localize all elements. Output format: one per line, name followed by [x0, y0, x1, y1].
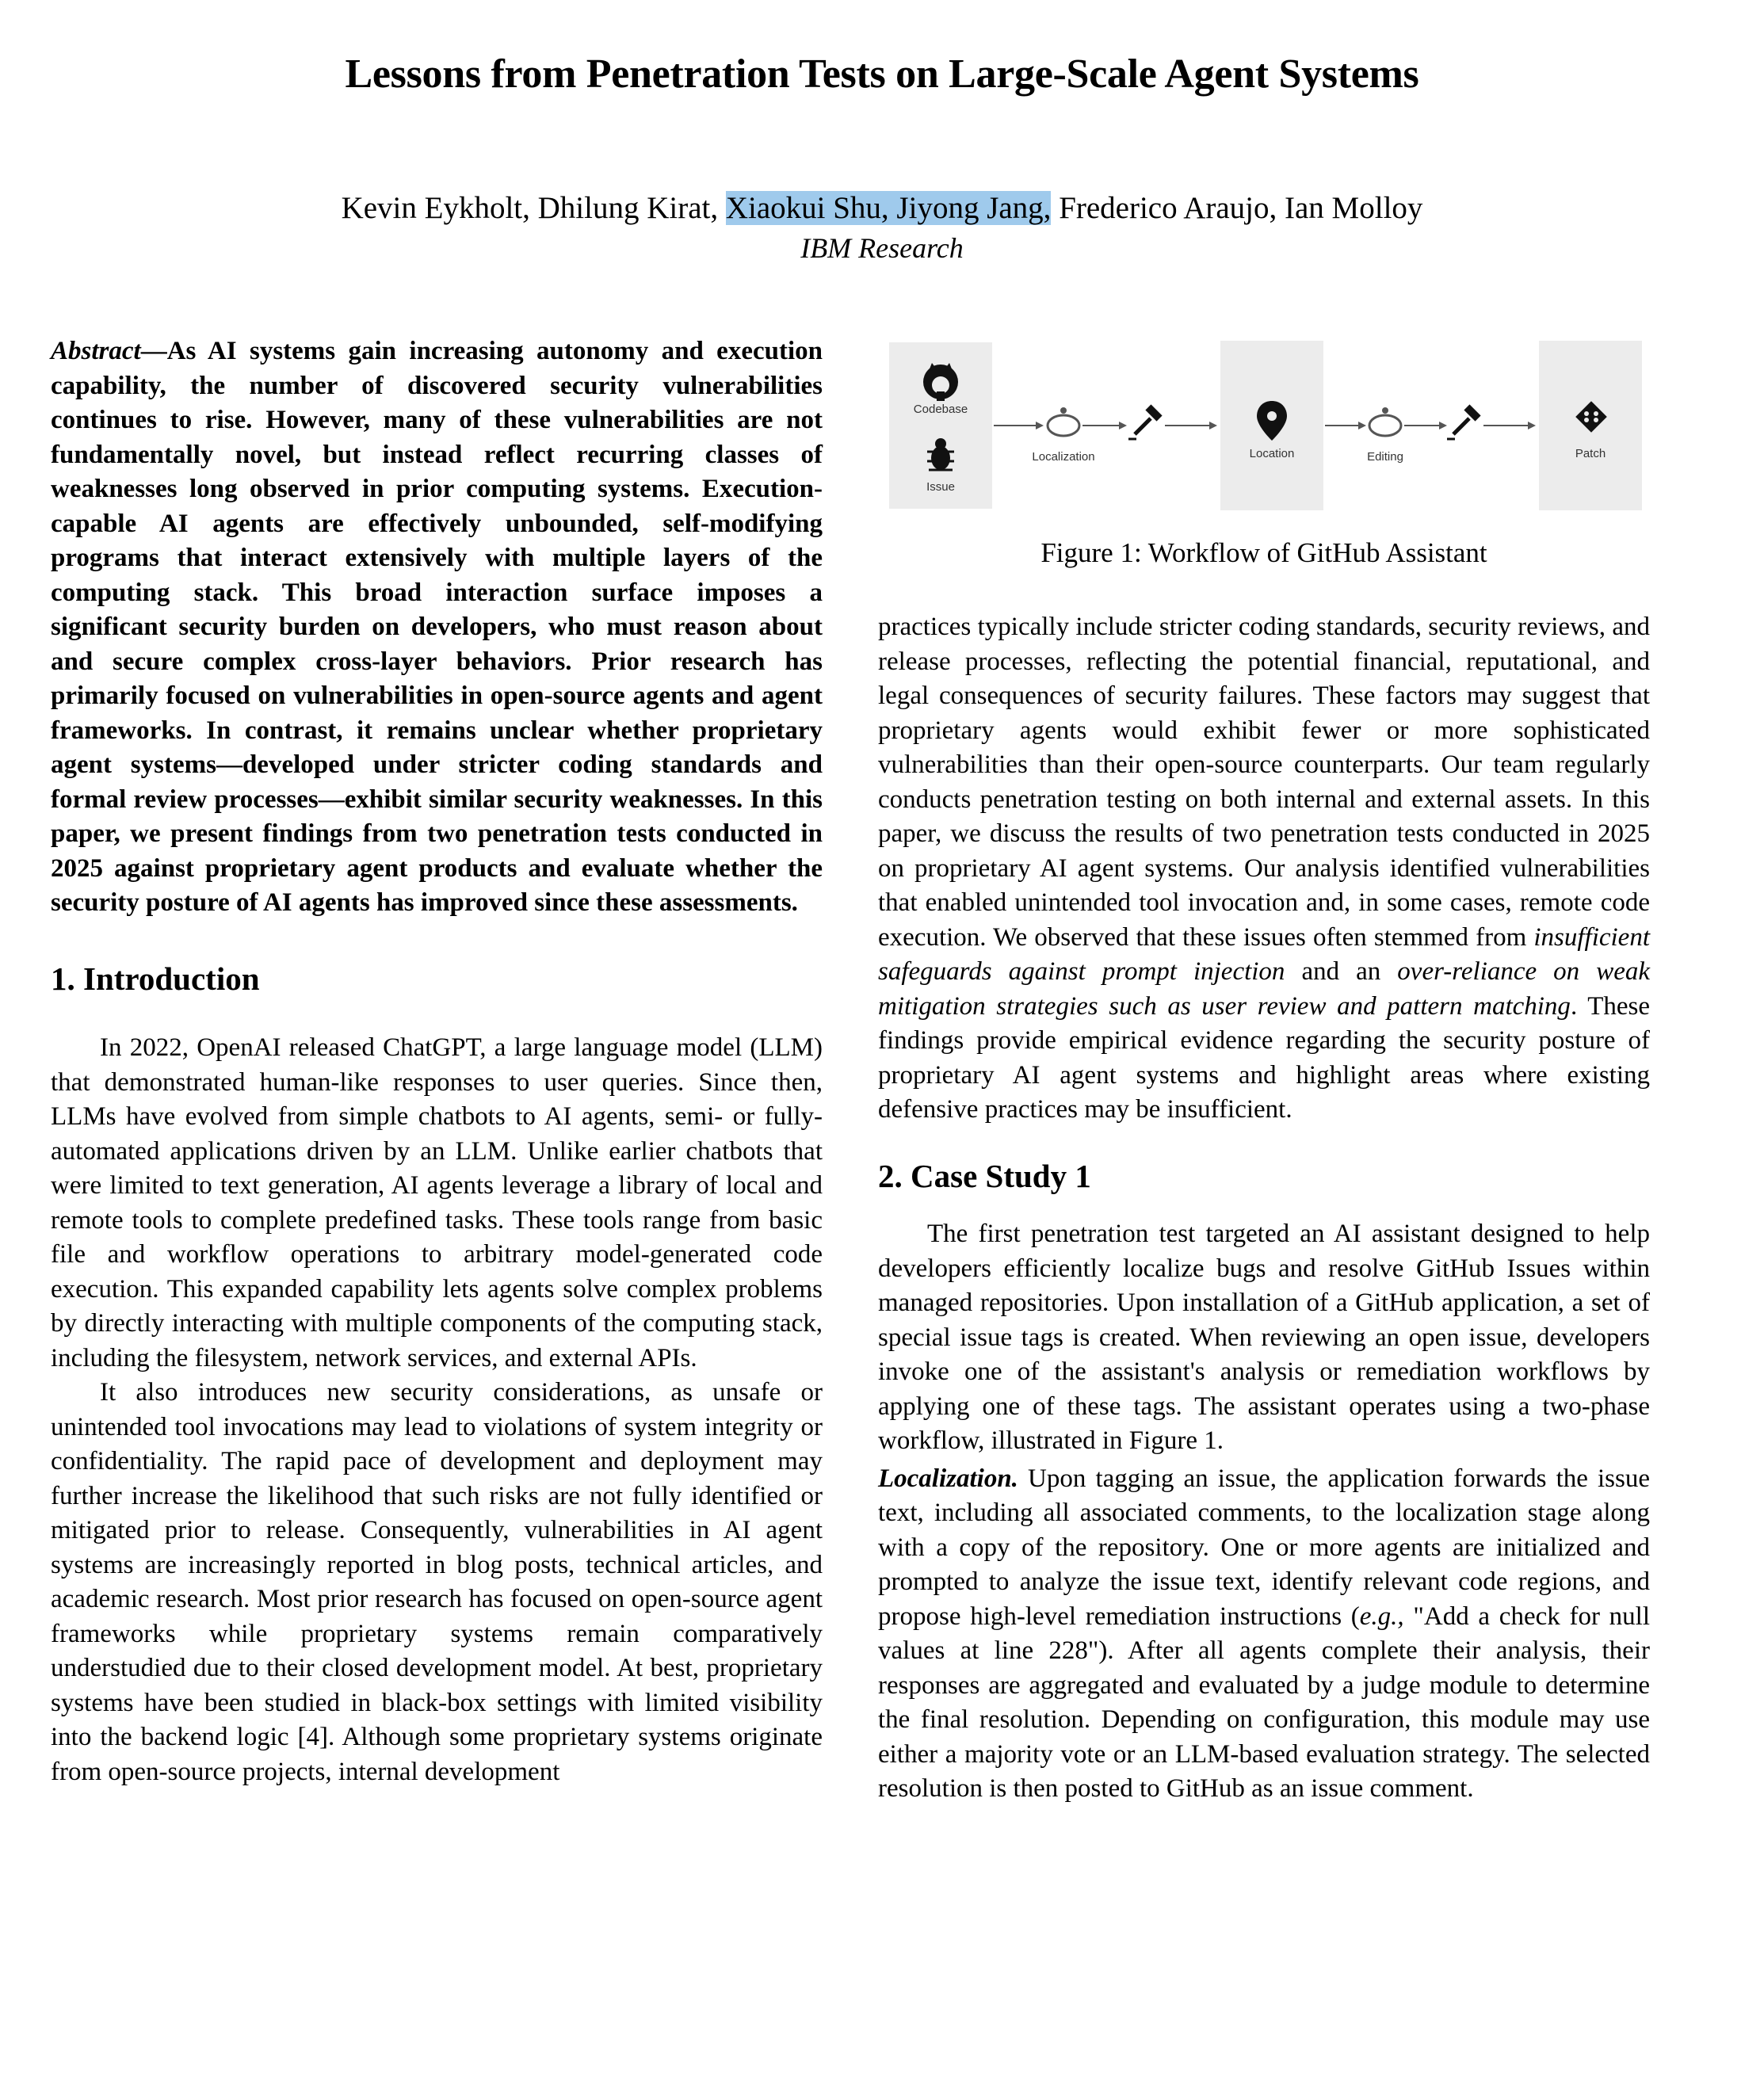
- map-pin-icon: [1257, 401, 1287, 441]
- bug-icon: [927, 438, 954, 470]
- introduction-heading: 1. Introduction: [51, 960, 260, 997]
- abstract-text: —As AI systems gain increasing autonomy and execution capability, the number of discovered security vulnerabilities continues to rise. However, many of these vulnerabilities are not fundamentally novel, but instead reflect recurring classes of weaknesses long observed in prior computing systems. Execution-capable AI agents are effectively unbounded, self-modifying programs that interact extensively with multiple layers of the computing stack. This broad interaction surface imposes a significant security burden on developers, who must reason about and secure complex cross-layer behaviors. Prior research has primarily focused on vulnerabilities in open-source agents and agent frameworks. In contrast, it remains unclear whether proprietary agent systems—developed under stricter coding standards and formal review processes—exhibit similar security weaknesses. In this paper, we present findings from two penetration tests conducted in 2025 against proprietary agent products and evaluate whether the security posture of AI agents has improved since these assessments.: [51, 337, 823, 917]
- figure-caption: Figure 1: Workflow of GitHub Assistant: [1040, 537, 1487, 568]
- authors-highlighted[interactable]: Xiaokui Shu, Jiyong Jang,: [725, 191, 1052, 225]
- localization-text-b: "Add a check for null values at line 228"). After all agents complete their analysis, their responses are aggregated and evaluated by a judge module to determine the final resolution. Depending on configuration, this module may use either a majority vote or an LLM-based evaluation strategy. The selected resolution is then posted to GitHub as an issue comment.: [878, 1601, 1650, 1803]
- hammer-icon: [1128, 404, 1163, 439]
- abstract-label: Abstract: [51, 337, 141, 365]
- affiliation: IBM Research: [800, 232, 964, 264]
- right-column: [878, 610, 1650, 1807]
- intro-p3-emphasis-2: over-reliance on weak mitigation strategies such as user review and pattern matching: [878, 957, 1650, 1021]
- localization-eg: e.g.,: [1359, 1601, 1404, 1631]
- label-location: Location: [1249, 447, 1295, 460]
- case-paragraph-1: The first penetration test targeted an AI assistant designed to help developers efficiently localize bugs and resolve GitHub Issues within managed repositories. Upon installation of a GitHub application, a set of special issue tags is created. When reviewing an open issue, developers invoke one of the assistant's analysis or remediation workflows by applying one of these tags. The assistant operates using a two-phase workflow, illustrated in Figure 1.: [878, 1220, 1650, 1455]
- authors-before: Kevin Eykholt, Dhilung Kirat,: [341, 191, 726, 225]
- localization-paragraph: [878, 1462, 1650, 1807]
- intro-paragraph-3: [878, 610, 1650, 1128]
- agent-loop-icon-2: [1369, 407, 1401, 436]
- label-patch: Patch: [1575, 447, 1606, 460]
- localization-text-a: Upon tagging an issue, the application forwards the issue text, including all associated comments, to the localization stage along with a copy of the repository. One or more agents are initialized and prompted to analyze the issue text, identify relevant code regions, and propose high-level remediation instructions (: [878, 1464, 1650, 1631]
- localization-label: Localization.: [878, 1464, 1018, 1493]
- paper-title: Lessons from Penetration Tests on Large-Scale Agent Systems: [345, 52, 1419, 97]
- case-study-heading: 2. Case Study 1: [878, 1157, 1091, 1194]
- intro-p3-emphasis-1: insufficient safeguards against prompt injection: [878, 922, 1650, 986]
- intro-p3-text-a: practices typically include stricter coding standards, security reviews, and release processes, reflecting the potential financial, reputational, and legal consequences of security failures. These factors may suggest that proprietary agents would exhibit fewer or more sophisticated vulnerabilities than their open-source counterparts. Our team regularly conducts penetration testing on both internal and external assets. In this paper, we discuss the results of two penetration tests conducted in 2025 on proprietary AI agent systems. Our analysis identified vulnerabilities that enabled unintended tool invocation and, in some cases, remote code execution. We observed that these issues often stemmed from: [878, 613, 1650, 952]
- patch-icon: [1575, 401, 1607, 433]
- workflow-diagram: [889, 341, 1642, 513]
- workflow-figure: [889, 341, 1642, 513]
- intro-p3-text-b: and an: [1285, 957, 1398, 986]
- author-list: [0, 190, 1764, 226]
- github-icon: [923, 363, 958, 401]
- label-codebase: Codebase: [913, 403, 968, 416]
- label-issue: Issue: [926, 480, 955, 494]
- intro-paragraph-1: In 2022, OpenAI released ChatGPT, a large language model (LLM) that demonstrated human-like responses to user queries. Since then, LLMs have evolved from simple chatbots to AI agents, semi- or fully-automated applications driven by an LLM. Unlike earlier chatbots that were limited to text generation, AI agents leverage a library of local and remote tools to complete predefined tasks. These tools range from basic file and workflow operations to arbitrary model-generated code execution. This expanded capability lets agents solve complex problems by directly interacting with multiple components of the computing stack, including the filesystem, network services, and external APIs.: [51, 1033, 823, 1372]
- left-column: [51, 334, 823, 1789]
- hammer-icon-2: [1447, 404, 1481, 439]
- abstract: [51, 334, 823, 921]
- agent-loop-icon: [1048, 407, 1079, 436]
- authors-after: Frederico Araujo, Ian Molloy: [1051, 191, 1423, 225]
- label-localization: Localization: [1032, 450, 1095, 464]
- intro-paragraph-2: It also introduces new security considerations, as unsafe or unintended tool invocations may lead to violations of system integrity or confidentiality. The rapid pace of development and deployment may further increase the likelihood that such risks are not fully identified or mitigated prior to release. Consequently, vulnerabilities in AI agent systems are increasingly reported in blog posts, technical articles, and academic research. Most prior research has focused on open-source agent frameworks while proprietary systems remain comparatively understudied due to their closed development model. At best, proprietary systems have been studied in black-box settings with limited visibility into the backend logic [4]. Although some proprietary systems originate from open-source projects, internal development: [51, 1378, 823, 1786]
- label-editing: Editing: [1367, 450, 1403, 464]
- intro-p3-text-c: . These findings provide empirical evidence regarding the security posture of proprietary AI agent systems and highlight areas where existing defensive practices may be insufficient.: [878, 991, 1650, 1124]
